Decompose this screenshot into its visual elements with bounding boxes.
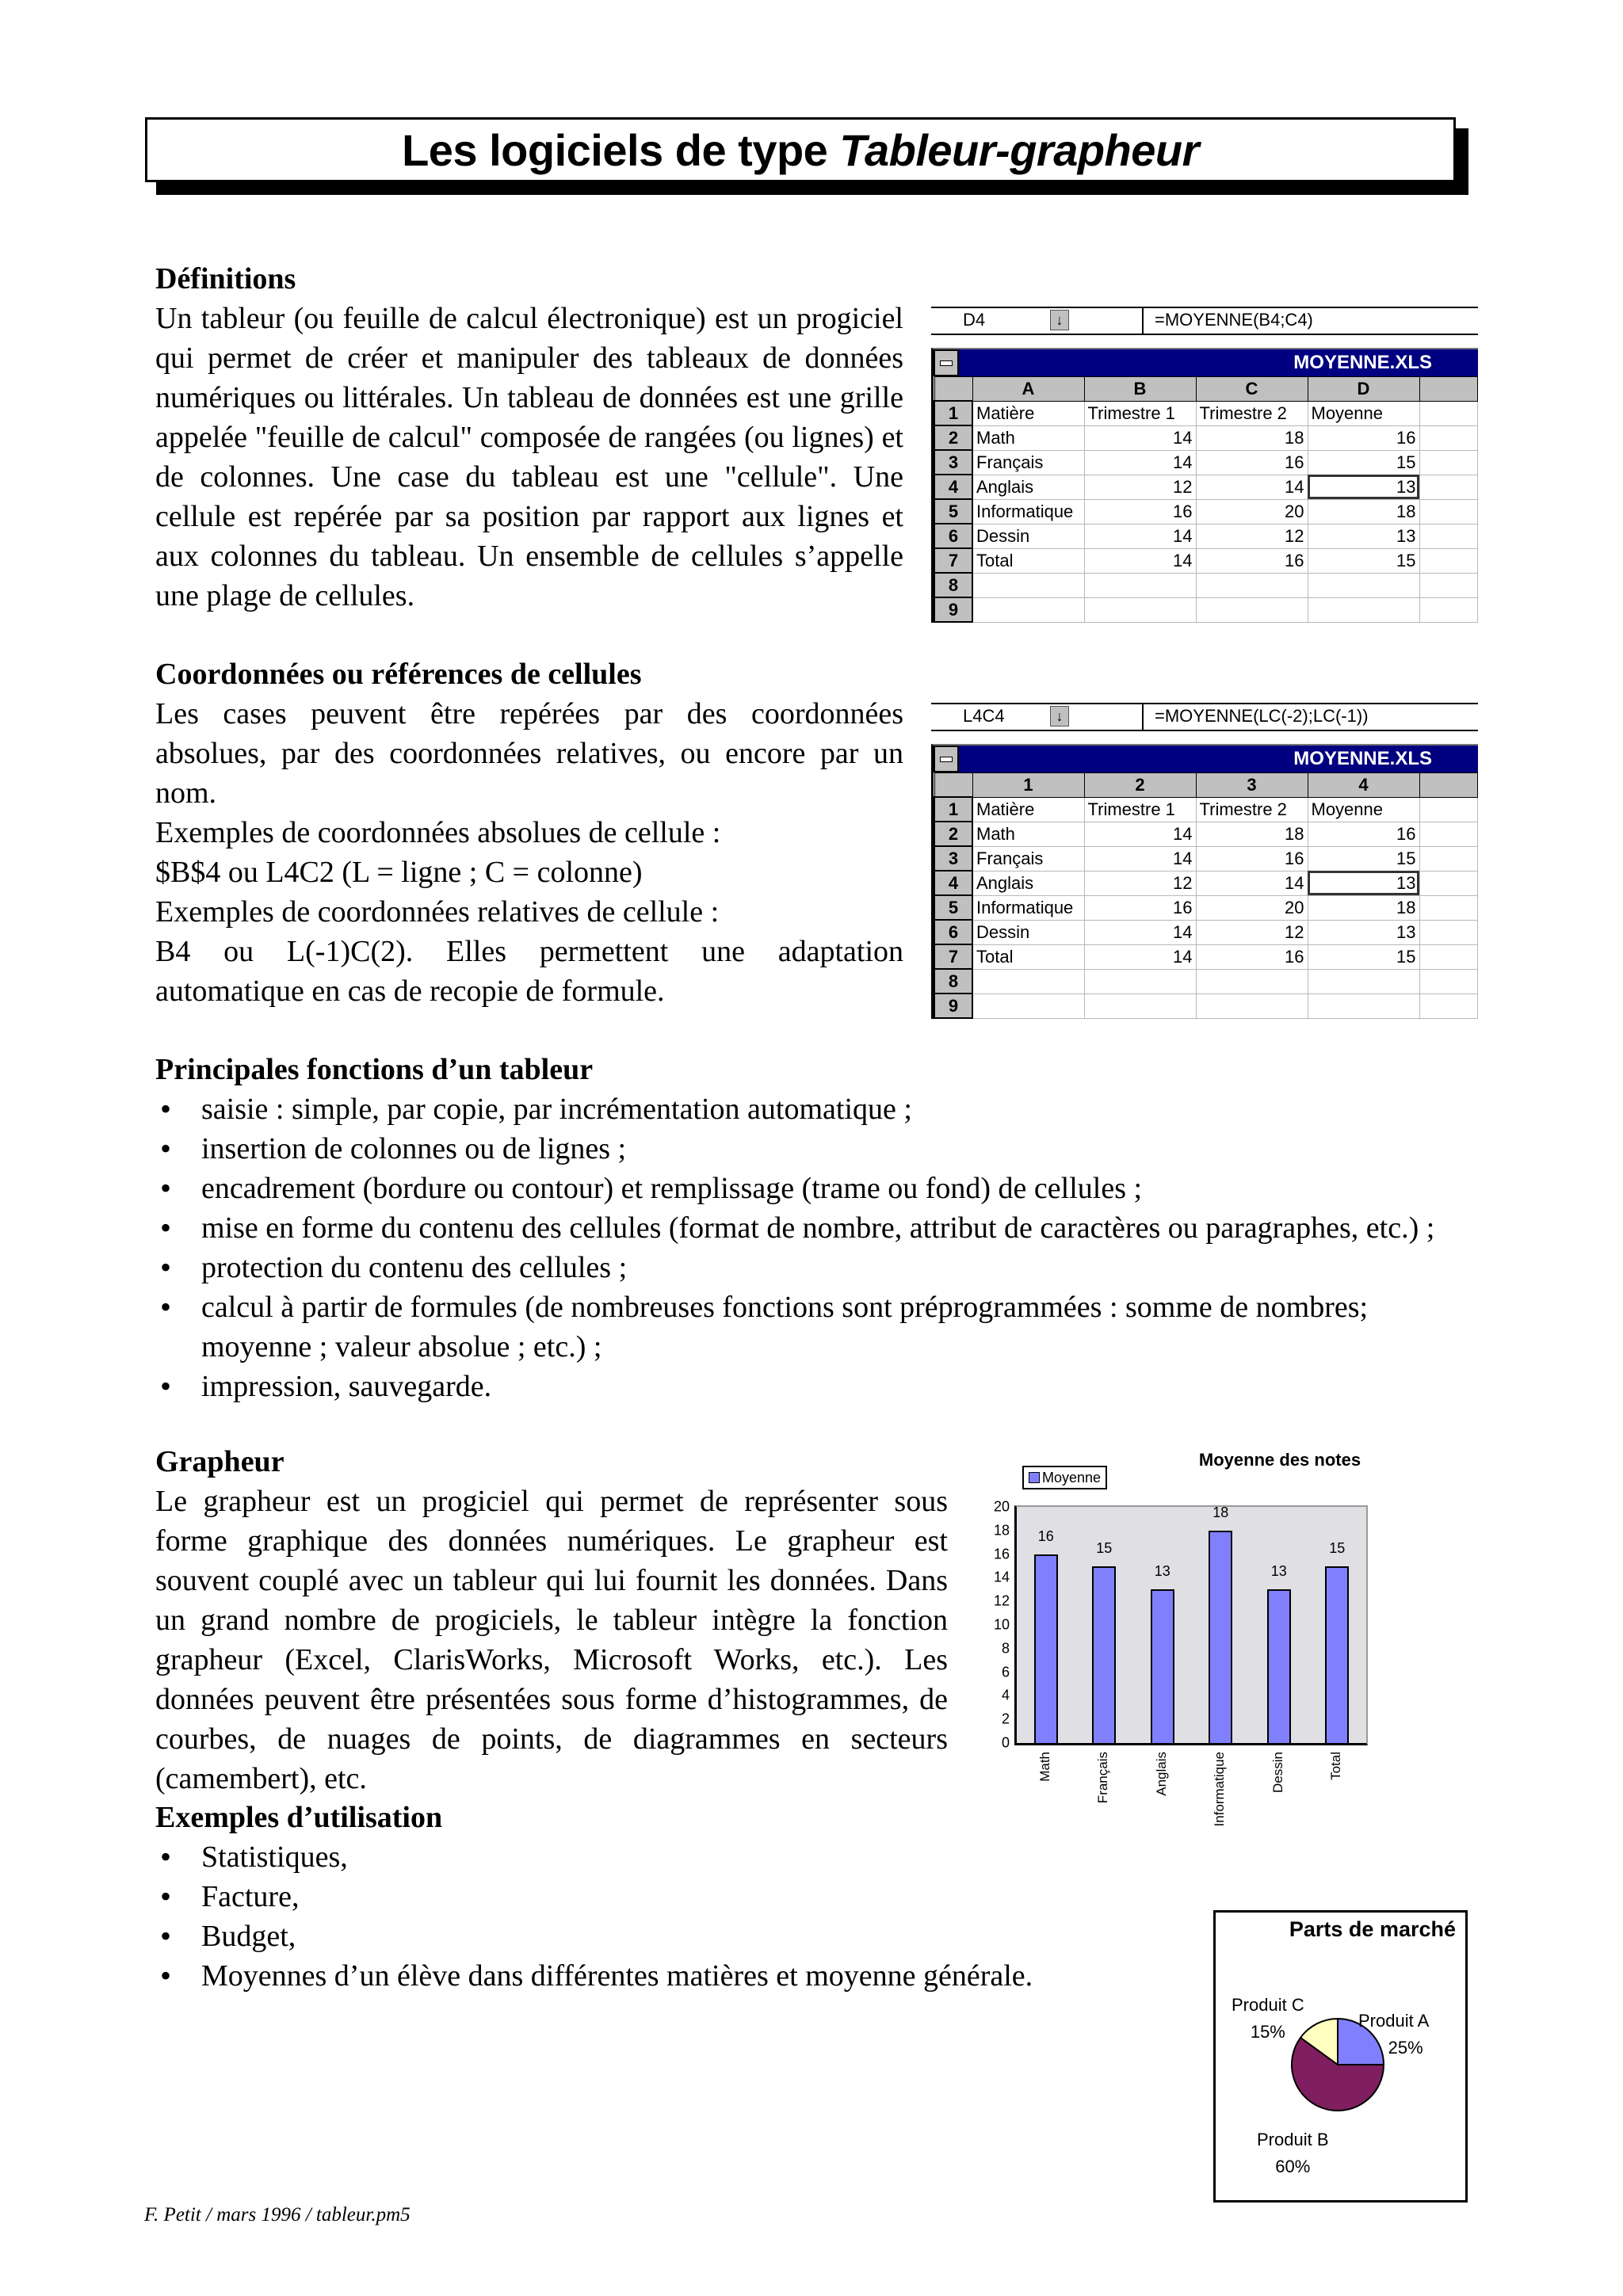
cell[interactable] bbox=[1419, 475, 1478, 499]
cell[interactable] bbox=[972, 573, 1084, 597]
column-header[interactable]: 4 bbox=[1308, 773, 1419, 798]
cell[interactable]: 16 bbox=[1196, 548, 1308, 573]
table-row bbox=[934, 994, 1478, 1018]
workbook-window bbox=[931, 348, 1478, 623]
pie-label-a: Produit A 25% bbox=[1358, 2011, 1430, 2058]
plot-area bbox=[1014, 1505, 1368, 1745]
column-header-row bbox=[934, 377, 1478, 402]
x-tick-label: Dessin bbox=[1270, 1752, 1285, 1793]
cell-reference[interactable]: L4C4 bbox=[963, 706, 1005, 726]
cell[interactable]: Anglais bbox=[972, 475, 1084, 499]
row-header[interactable]: 2 bbox=[934, 425, 972, 450]
column-header-row bbox=[934, 773, 1478, 798]
list-item: • calcul à partir de formules (de nombreuses fonctions sont préprogrammées : somme de nombres; moyenne ; valeur absolue ; etc.) ; bbox=[155, 1287, 1479, 1367]
row-header[interactable]: 5 bbox=[934, 499, 972, 524]
cell[interactable]: 16 bbox=[1196, 846, 1308, 871]
cell[interactable]: 12 bbox=[1196, 524, 1308, 548]
column-header[interactable]: D bbox=[1308, 377, 1419, 402]
cell[interactable]: 18 bbox=[1308, 499, 1419, 524]
window-title: MOYENNE.XLS bbox=[959, 746, 1478, 772]
list-item: • mise en forme du contenu des cellules (format de nombre, attribut de caractères ou paragraphes, etc.) ; bbox=[155, 1208, 1479, 1248]
pie-graphic bbox=[1216, 1913, 1470, 2205]
cell[interactable]: Trimestre 2 bbox=[1196, 797, 1308, 822]
y-tick-label: 20 bbox=[993, 1498, 1010, 1515]
column-header[interactable]: A bbox=[972, 377, 1084, 402]
cell[interactable]: Informatique bbox=[972, 895, 1084, 920]
data-label: 13 bbox=[1154, 1563, 1170, 1580]
bar-chart bbox=[983, 1450, 1474, 1862]
x-tick-label: Math bbox=[1037, 1752, 1052, 1782]
cell[interactable]: 14 bbox=[1084, 846, 1196, 871]
bar bbox=[1034, 1554, 1058, 1743]
table-row bbox=[934, 846, 1478, 871]
cell[interactable]: 14 bbox=[1084, 524, 1196, 548]
paragraph: Les cases peuvent être repérées par des coordonnées absolues, par des coordonnées relatives, ou encore par un nom. bbox=[155, 697, 903, 810]
cell[interactable]: 20 bbox=[1196, 499, 1308, 524]
y-tick-label: 10 bbox=[993, 1616, 1010, 1633]
list-item: • Facture, bbox=[155, 1877, 1186, 1917]
data-label: 15 bbox=[1329, 1539, 1346, 1556]
column-header[interactable]: 3 bbox=[1196, 773, 1308, 798]
cell[interactable]: Trimestre 2 bbox=[1196, 401, 1308, 425]
row-header[interactable]: 4 bbox=[934, 475, 972, 499]
table-row bbox=[934, 499, 1478, 524]
cell[interactable] bbox=[1196, 994, 1308, 1018]
cell[interactable]: Trimestre 1 bbox=[1084, 401, 1196, 425]
row-header[interactable]: 1 bbox=[934, 401, 972, 425]
section-heading: Principales fonctions d’un tableur bbox=[155, 1053, 594, 1086]
cell[interactable]: 16 bbox=[1308, 425, 1419, 450]
chart-title: Parts de marché bbox=[1289, 1917, 1456, 1941]
x-tick-label: Anglais bbox=[1153, 1752, 1169, 1796]
data-label: 13 bbox=[1270, 1563, 1287, 1580]
section-heading: Coordonnées ou références de cellules bbox=[155, 658, 642, 691]
cell[interactable] bbox=[1419, 944, 1478, 969]
table-row bbox=[934, 797, 1478, 822]
cell[interactable] bbox=[1419, 895, 1478, 920]
section-heading: Définitions bbox=[155, 262, 296, 296]
cell[interactable] bbox=[1419, 597, 1478, 622]
row-header[interactable]: 4 bbox=[934, 871, 972, 895]
cell-grid bbox=[934, 772, 1478, 1019]
cell[interactable] bbox=[1196, 573, 1308, 597]
cell[interactable] bbox=[1419, 573, 1478, 597]
cell[interactable] bbox=[1308, 573, 1419, 597]
formula-bar bbox=[931, 307, 1478, 335]
y-tick-label: 0 bbox=[1001, 1734, 1010, 1751]
spreadsheet-l1c1 bbox=[931, 703, 1478, 1019]
row-header[interactable]: 3 bbox=[934, 846, 972, 871]
cell[interactable]: Matière bbox=[972, 401, 1084, 425]
cell[interactable] bbox=[1419, 548, 1478, 573]
row-header[interactable]: 8 bbox=[934, 969, 972, 994]
cell[interactable]: 13 bbox=[1308, 524, 1419, 548]
formula-bar bbox=[931, 703, 1478, 731]
paragraph: Exemples de coordonnées relatives de cellule : bbox=[155, 895, 720, 929]
cell[interactable]: Math bbox=[972, 822, 1084, 846]
table-row bbox=[934, 524, 1478, 548]
section-coordonnees bbox=[155, 654, 903, 1011]
cell[interactable]: 14 bbox=[1196, 475, 1308, 499]
cell[interactable]: 16 bbox=[1084, 499, 1196, 524]
y-tick-label: 16 bbox=[993, 1546, 1010, 1562]
x-tick-label: Informatique bbox=[1212, 1752, 1228, 1827]
pie-label-b: Produit B 60% bbox=[1257, 2130, 1329, 2176]
list-item: • encadrement (bordure ou contour) et remplissage (trame ou fond) de cellules ; bbox=[155, 1169, 1479, 1208]
window-titlebar bbox=[934, 349, 1478, 376]
list-item: • saisie : simple, par copie, par incrémentation automatique ; bbox=[155, 1089, 1479, 1129]
y-tick-label: 6 bbox=[1001, 1664, 1010, 1680]
cell[interactable]: Dessin bbox=[972, 920, 1084, 944]
cell[interactable]: 15 bbox=[1308, 944, 1419, 969]
y-tick-label: 14 bbox=[993, 1569, 1010, 1585]
window-titlebar bbox=[934, 746, 1478, 772]
window-control-menu-icon[interactable] bbox=[934, 349, 959, 376]
spreadsheet-a1 bbox=[931, 307, 1478, 623]
cell[interactable] bbox=[1084, 597, 1196, 622]
divider bbox=[1142, 704, 1144, 730]
cell[interactable] bbox=[1419, 797, 1478, 822]
divider bbox=[1142, 308, 1144, 334]
cell[interactable] bbox=[1308, 994, 1419, 1018]
cell[interactable] bbox=[1419, 920, 1478, 944]
row-header[interactable]: 2 bbox=[934, 822, 972, 846]
table-row bbox=[934, 450, 1478, 475]
cell[interactable] bbox=[1419, 401, 1478, 425]
row-header[interactable]: 9 bbox=[934, 597, 972, 622]
cell[interactable] bbox=[1196, 597, 1308, 622]
cell[interactable] bbox=[1084, 969, 1196, 994]
row-header[interactable]: 7 bbox=[934, 944, 972, 969]
cell[interactable]: 13 bbox=[1308, 871, 1419, 895]
table-row bbox=[934, 475, 1478, 499]
column-header[interactable]: 1 bbox=[972, 773, 1084, 798]
data-label: 15 bbox=[1096, 1539, 1113, 1556]
cell[interactable]: Total bbox=[972, 548, 1084, 573]
column-header[interactable] bbox=[1419, 773, 1478, 798]
section-fonctions bbox=[155, 1050, 1479, 1406]
table-row bbox=[934, 822, 1478, 846]
cell[interactable]: 15 bbox=[1308, 846, 1419, 871]
paragraph: Un tableur (ou feuille de calcul électronique) est un progiciel qui permet de créer et manipuler des tableaux de données numériques ou littérales. Un tableau de données est une grille appelée "feuille de calcul" composée de rangées (ou lignes) et de colonnes. Une case du tableau est une "cellule". Une cellule est repérée par sa position par rapport aux lignes et aux colonnes du tableau. Un ensemble de cellules s’appelle une plage de cellules. bbox=[155, 302, 903, 612]
cell[interactable] bbox=[1419, 822, 1478, 846]
section-definitions bbox=[155, 259, 903, 616]
list-item: • Moyennes d’un élève dans différentes matières et moyenne générale. bbox=[155, 1956, 1186, 1996]
row-header[interactable]: 1 bbox=[934, 797, 972, 822]
page-title: Les logiciels de type Tableur-grapheur bbox=[402, 124, 1199, 175]
workbook-window bbox=[931, 744, 1478, 1019]
cell[interactable]: Matière bbox=[972, 797, 1084, 822]
cell[interactable] bbox=[1308, 969, 1419, 994]
cell[interactable] bbox=[1419, 846, 1478, 871]
bar bbox=[1267, 1589, 1291, 1743]
list-item: • impression, sauvegarde. bbox=[155, 1367, 1479, 1406]
y-tick-label: 4 bbox=[1001, 1687, 1010, 1703]
list-item: • Statistiques, bbox=[155, 1837, 1186, 1877]
cell[interactable]: 14 bbox=[1084, 920, 1196, 944]
cell[interactable]: 13 bbox=[1308, 920, 1419, 944]
y-tick-label: 12 bbox=[993, 1592, 1010, 1609]
cell[interactable]: 15 bbox=[1308, 450, 1419, 475]
y-tick-label: 8 bbox=[1001, 1640, 1010, 1657]
row-header[interactable]: 6 bbox=[934, 920, 972, 944]
cell[interactable]: 16 bbox=[1308, 822, 1419, 846]
cell[interactable]: 14 bbox=[1084, 425, 1196, 450]
cell-grid bbox=[934, 376, 1478, 623]
cell[interactable] bbox=[1419, 450, 1478, 475]
table-row bbox=[934, 425, 1478, 450]
table-row bbox=[934, 920, 1478, 944]
column-header[interactable]: 2 bbox=[1084, 773, 1196, 798]
cell[interactable] bbox=[1419, 994, 1478, 1018]
cell[interactable] bbox=[972, 969, 1084, 994]
cell[interactable]: 14 bbox=[1084, 822, 1196, 846]
legend-swatch bbox=[1029, 1472, 1040, 1483]
formula-input[interactable]: =MOYENNE(LC(-2);LC(-1)) bbox=[1155, 706, 1369, 726]
cell[interactable]: 20 bbox=[1196, 895, 1308, 920]
section-grapheur bbox=[155, 1442, 948, 1798]
cell[interactable]: 14 bbox=[1084, 548, 1196, 573]
chart-legend: Moyenne bbox=[1022, 1466, 1107, 1489]
cell[interactable]: Français bbox=[972, 450, 1084, 475]
cell[interactable]: 16 bbox=[1196, 450, 1308, 475]
cell[interactable]: 12 bbox=[1084, 475, 1196, 499]
column-header[interactable]: C bbox=[1196, 377, 1308, 402]
bar bbox=[1151, 1589, 1174, 1743]
cell[interactable] bbox=[1308, 597, 1419, 622]
cell[interactable]: Informatique bbox=[972, 499, 1084, 524]
select-all-corner[interactable] bbox=[934, 377, 972, 402]
cell[interactable] bbox=[1419, 871, 1478, 895]
y-tick-label: 2 bbox=[1001, 1711, 1010, 1727]
cell[interactable]: Anglais bbox=[972, 871, 1084, 895]
data-label: 18 bbox=[1212, 1504, 1229, 1520]
cell[interactable]: Français bbox=[972, 846, 1084, 871]
paragraph: $B$4 ou L4C2 (L = ligne ; C = colonne) bbox=[155, 856, 643, 889]
cell[interactable] bbox=[1419, 524, 1478, 548]
list-item: • insertion de colonnes ou de lignes ; bbox=[155, 1129, 1479, 1169]
cell[interactable] bbox=[1084, 573, 1196, 597]
cell[interactable] bbox=[972, 994, 1084, 1018]
bar bbox=[1092, 1566, 1116, 1744]
footer-credit: F. Petit / mars 1996 / tableur.pm5 bbox=[144, 2204, 411, 2225]
title-banner bbox=[145, 117, 1456, 182]
cell[interactable]: 14 bbox=[1084, 450, 1196, 475]
cell[interactable]: Total bbox=[972, 944, 1084, 969]
cell[interactable] bbox=[1419, 499, 1478, 524]
cell[interactable]: 15 bbox=[1308, 548, 1419, 573]
cell[interactable] bbox=[1084, 994, 1196, 1018]
cell[interactable]: 12 bbox=[1084, 871, 1196, 895]
list-item: • protection du contenu des cellules ; bbox=[155, 1248, 1479, 1287]
cell[interactable]: 16 bbox=[1196, 944, 1308, 969]
section-heading: Exemples d’utilisation bbox=[155, 1801, 443, 1834]
cell[interactable] bbox=[972, 597, 1084, 622]
cell[interactable]: 18 bbox=[1196, 822, 1308, 846]
section-heading: Grapheur bbox=[155, 1445, 285, 1478]
cell[interactable]: Moyenne bbox=[1308, 401, 1419, 425]
bar bbox=[1209, 1531, 1232, 1743]
table-row bbox=[934, 597, 1478, 622]
table-row bbox=[934, 573, 1478, 597]
row-header[interactable]: 9 bbox=[934, 994, 972, 1018]
row-header[interactable]: 3 bbox=[934, 450, 972, 475]
x-tick-label: Total bbox=[1328, 1752, 1344, 1780]
list-item: • Budget, bbox=[155, 1917, 1186, 1956]
row-header[interactable]: 6 bbox=[934, 524, 972, 548]
cell[interactable]: 12 bbox=[1196, 920, 1308, 944]
bar bbox=[1325, 1566, 1349, 1744]
cell[interactable]: 16 bbox=[1084, 895, 1196, 920]
data-label: 16 bbox=[1037, 1527, 1054, 1544]
window-title: MOYENNE.XLS bbox=[959, 349, 1478, 376]
window-control-menu-icon[interactable] bbox=[934, 746, 959, 772]
paragraph: Exemples de coordonnées absolues de cellule : bbox=[155, 816, 721, 849]
cell[interactable]: Trimestre 1 bbox=[1084, 797, 1196, 822]
cell-reference[interactable]: D4 bbox=[963, 310, 986, 330]
y-tick-label: 18 bbox=[993, 1522, 1010, 1539]
cell[interactable]: 14 bbox=[1084, 944, 1196, 969]
cell[interactable]: 18 bbox=[1308, 895, 1419, 920]
table-row bbox=[934, 871, 1478, 895]
dropdown-arrow-icon[interactable]: ↓ bbox=[1050, 706, 1069, 727]
cell[interactable]: 13 bbox=[1308, 475, 1419, 499]
formula-input[interactable]: =MOYENNE(B4;C4) bbox=[1155, 310, 1313, 330]
bullet-list bbox=[155, 1089, 1479, 1406]
cell[interactable]: 14 bbox=[1196, 871, 1308, 895]
row-header[interactable]: 7 bbox=[934, 548, 972, 573]
paragraph: Le grapheur est un progiciel qui permet de représenter sous forme graphique des données numériques. Le grapheur est souvent couplé avec un tableur qui lui fournit les données. Dans un grand nombre de progiciels, le tableur intègre la fonction grapheur (Excel, ClarisWorks, Microsoft Works, etc.). Les données peuvent être présentées sous forme d’histogrammes, de courbes, de nuages de points, de diagrammes en secteurs (camembert), etc. bbox=[155, 1485, 948, 1795]
pie-chart bbox=[1213, 1910, 1468, 2203]
table-row bbox=[934, 401, 1478, 425]
table-row bbox=[934, 548, 1478, 573]
dropdown-arrow-icon[interactable]: ↓ bbox=[1050, 310, 1069, 330]
cell[interactable] bbox=[1419, 425, 1478, 450]
column-header[interactable]: B bbox=[1084, 377, 1196, 402]
paragraph: B4 ou L(-1)C(2). Elles permettent une adaptation automatique en cas de recopie de formule. bbox=[155, 935, 903, 1008]
cell[interactable]: Moyenne bbox=[1308, 797, 1419, 822]
cell[interactable]: Math bbox=[972, 425, 1084, 450]
row-header[interactable]: 5 bbox=[934, 895, 972, 920]
table-row bbox=[934, 895, 1478, 920]
table-row bbox=[934, 969, 1478, 994]
cell[interactable]: 18 bbox=[1196, 425, 1308, 450]
table-row bbox=[934, 944, 1478, 969]
pie-label-c: Produit C 15% bbox=[1232, 1995, 1304, 2042]
cell[interactable] bbox=[1196, 969, 1308, 994]
cell[interactable] bbox=[1419, 969, 1478, 994]
chart-title: Moyenne des notes bbox=[1198, 1450, 1361, 1470]
select-all-corner[interactable] bbox=[934, 773, 972, 798]
row-header[interactable]: 8 bbox=[934, 573, 972, 597]
cell[interactable]: Dessin bbox=[972, 524, 1084, 548]
column-header[interactable] bbox=[1419, 377, 1478, 402]
x-tick-label: Français bbox=[1095, 1752, 1111, 1804]
